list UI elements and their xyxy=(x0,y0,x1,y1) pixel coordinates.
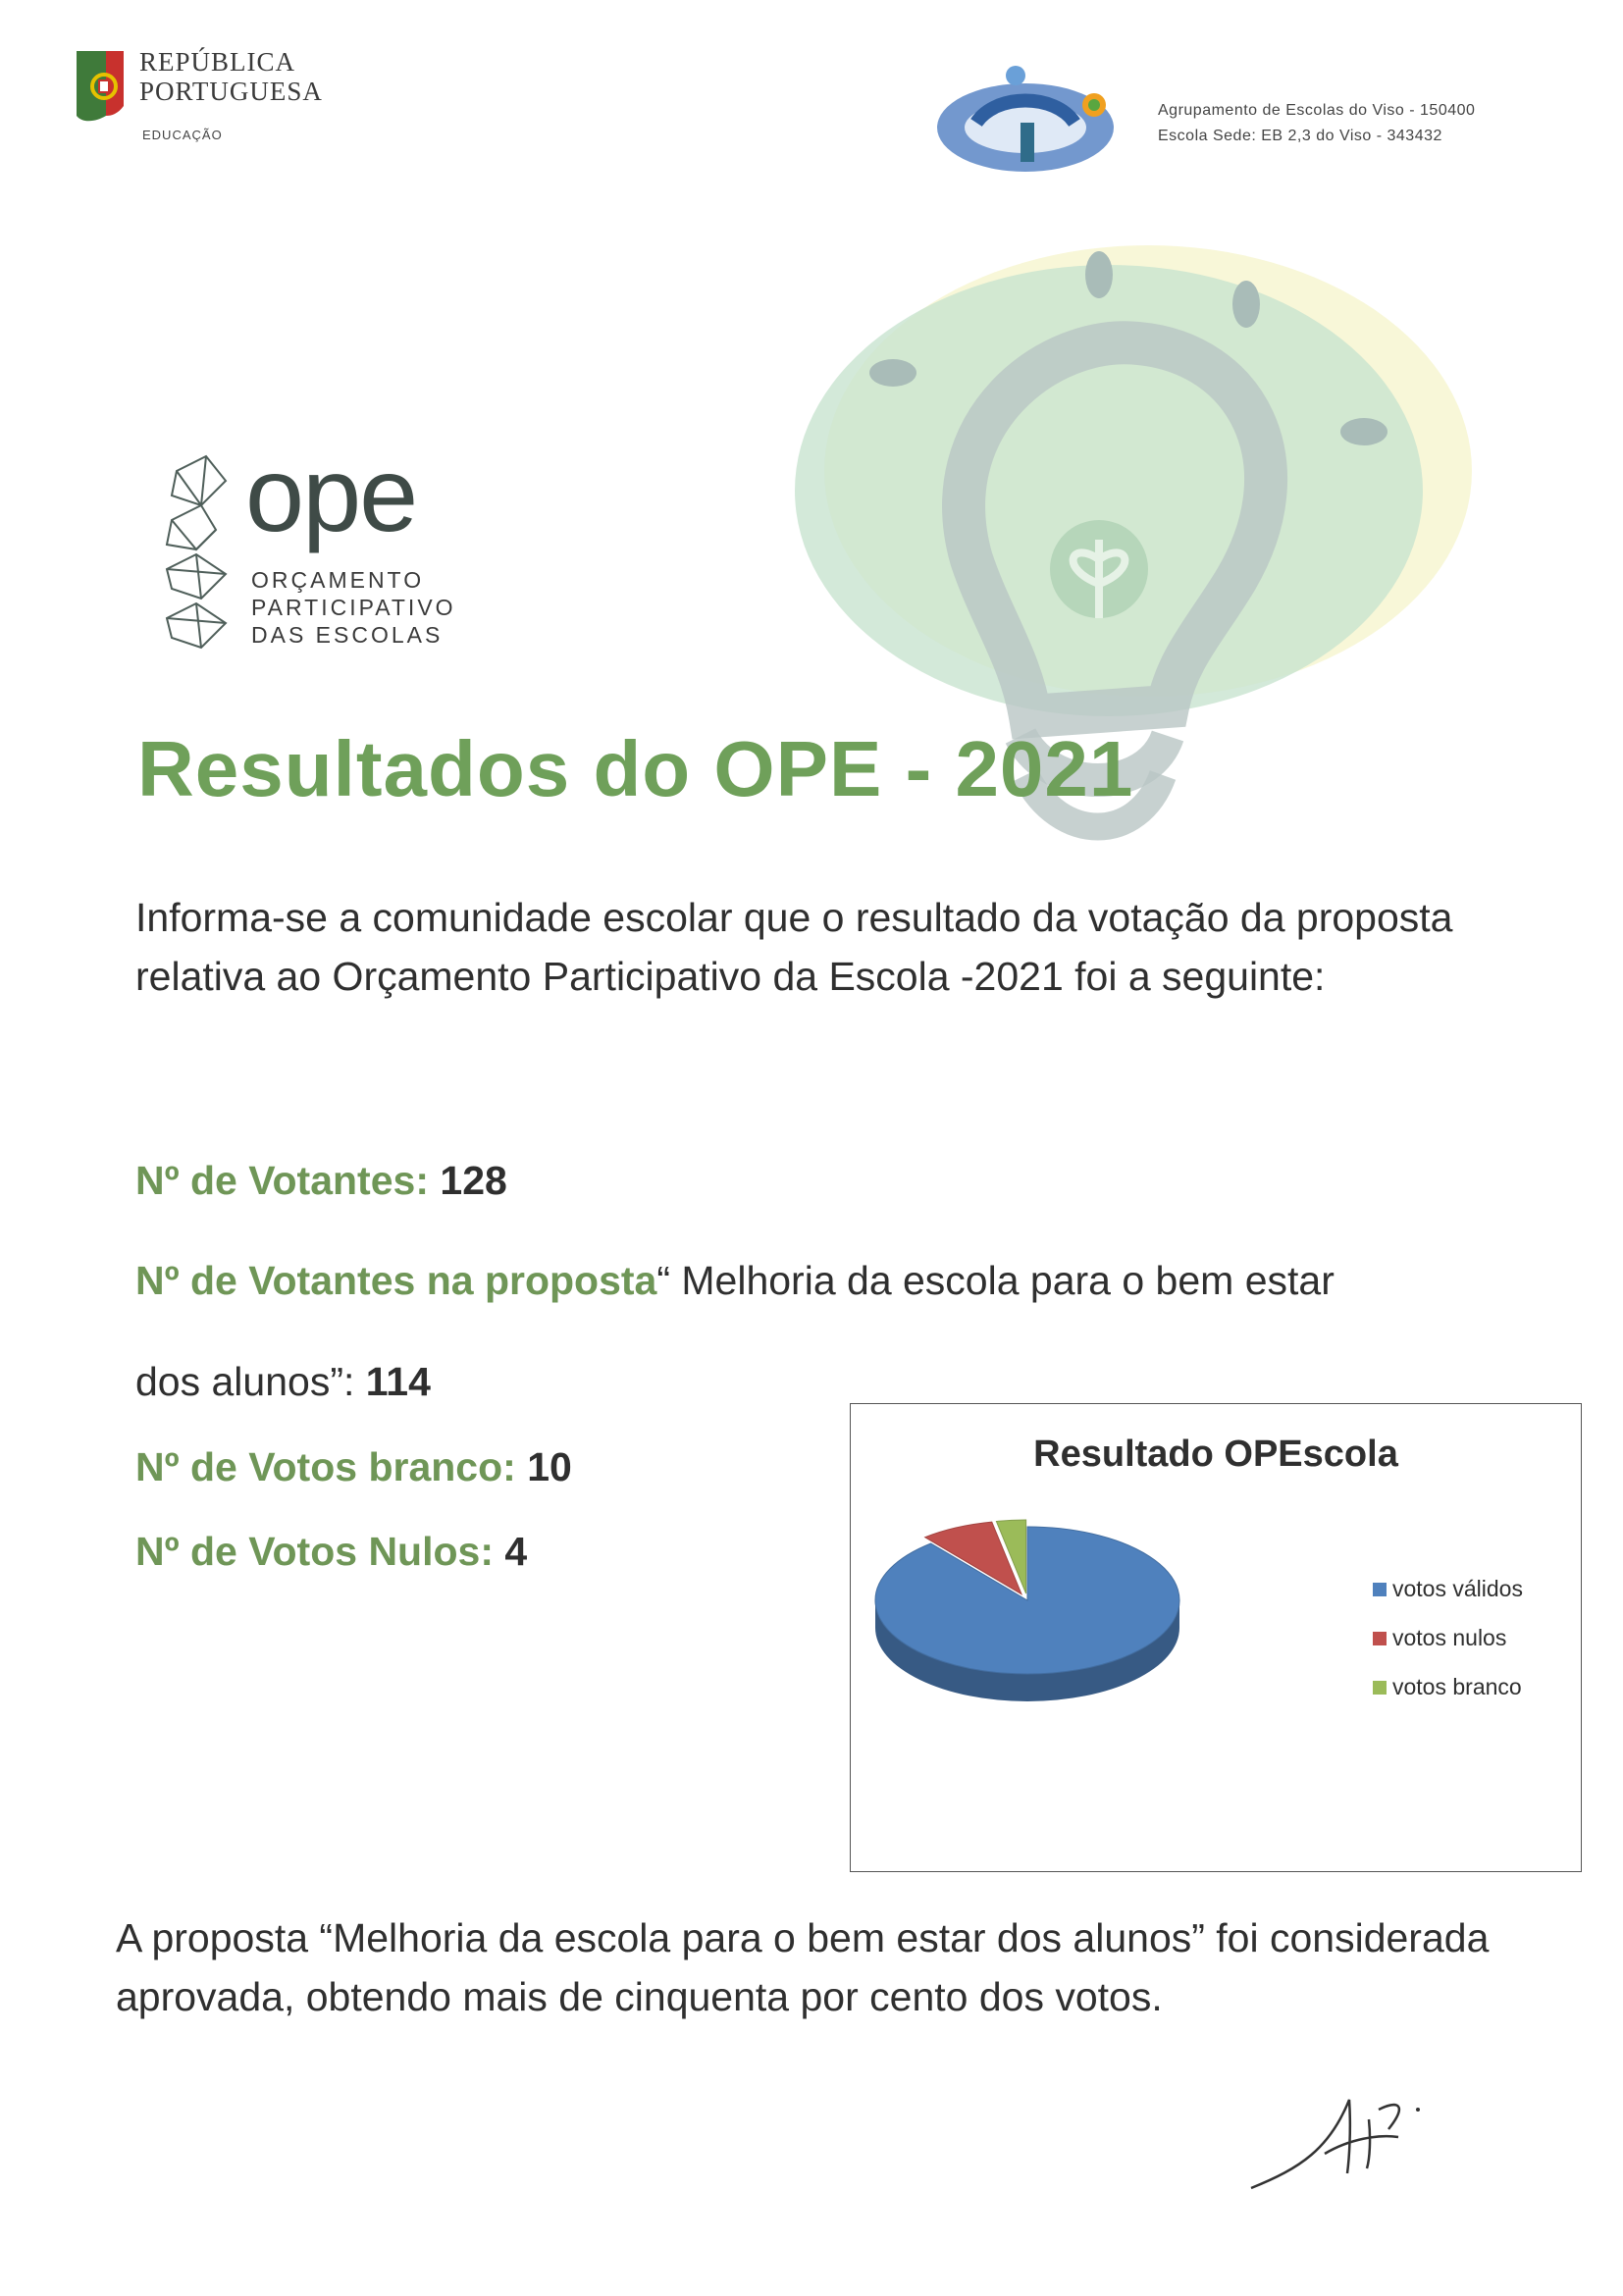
stat-nulos-value: 4 xyxy=(504,1529,528,1574)
intro-paragraph: Informa-se a comunidade escolar que o resultado da votação da proposta relativa ao Orçamento Participativo da Escola -2021 foi a seguinte: xyxy=(135,895,1453,999)
stat-branco xyxy=(135,1444,572,1490)
stat-proposta-cont xyxy=(135,1359,431,1405)
legend-label-2: votos branco xyxy=(1392,1674,1522,1699)
stat-votantes-label: Nº de Votantes: xyxy=(135,1158,429,1203)
portuguese-flag-icon xyxy=(69,47,130,128)
school-headquarters: Escola Sede: EB 2,3 do Viso - 343432 xyxy=(1158,128,1442,144)
ope-subtitle-line3: DAS ESCOLAS xyxy=(251,622,444,648)
pie-slice-votos-válidos xyxy=(875,1527,1179,1674)
results-chart xyxy=(850,1403,1582,1872)
school-group-name: Agrupamento de Escolas do Viso - 150400 xyxy=(1158,102,1476,119)
government-name-line2: PORTUGUESA xyxy=(139,77,323,106)
stat-votantes-value: 128 xyxy=(440,1158,507,1203)
stat-votantes xyxy=(135,1158,507,1204)
ope-wordmark: ope xyxy=(245,435,417,553)
legend-label-0: votos válidos xyxy=(1392,1576,1523,1601)
chart-title: Resultado OPEscola xyxy=(1033,1434,1398,1475)
stat-nulos-label: Nº de Votos Nulos: xyxy=(135,1529,494,1574)
stat-proposta-text-a: “ Melhoria da escola para o bem estar xyxy=(656,1258,1335,1303)
stat-branco-value: 10 xyxy=(527,1444,572,1489)
government-name-line1: REPÚBLICA xyxy=(139,47,296,77)
legend-swatch-1 xyxy=(1373,1632,1387,1645)
stat-branco-label: Nº de Votos branco: xyxy=(135,1444,516,1489)
stat-nulos xyxy=(135,1529,527,1575)
government-logo xyxy=(69,47,363,155)
stat-proposta-text-b: dos alunos”: xyxy=(135,1359,355,1404)
ope-subtitle-line1: ORÇAMENTO xyxy=(251,567,425,593)
ope-crystal-icon xyxy=(157,451,245,657)
legend-swatch-2 xyxy=(1373,1681,1387,1695)
page-title: Resultados do OPE - 2021 xyxy=(137,725,1134,812)
pie-chart xyxy=(851,1404,1581,1871)
stat-proposta-label: Nº de Votantes na proposta xyxy=(135,1258,657,1303)
ope-subtitle-line2: PARTICIPATIVO xyxy=(251,595,456,620)
signature-icon xyxy=(1241,2080,1438,2198)
legend-label-1: votos nulos xyxy=(1392,1625,1507,1650)
government-ministry: EDUCAÇÃO xyxy=(142,128,223,142)
closing-paragraph: A proposta “Melhoria da escola para o bem estar dos alunos” foi considerada aprovada, obtendo mais de cinquenta por cento dos votos. xyxy=(116,1915,1490,2019)
stat-proposta xyxy=(135,1258,1335,1304)
legend-swatch-0 xyxy=(1373,1583,1387,1596)
stat-proposta-value: 114 xyxy=(365,1359,431,1404)
school-logo-icon xyxy=(927,54,1124,191)
